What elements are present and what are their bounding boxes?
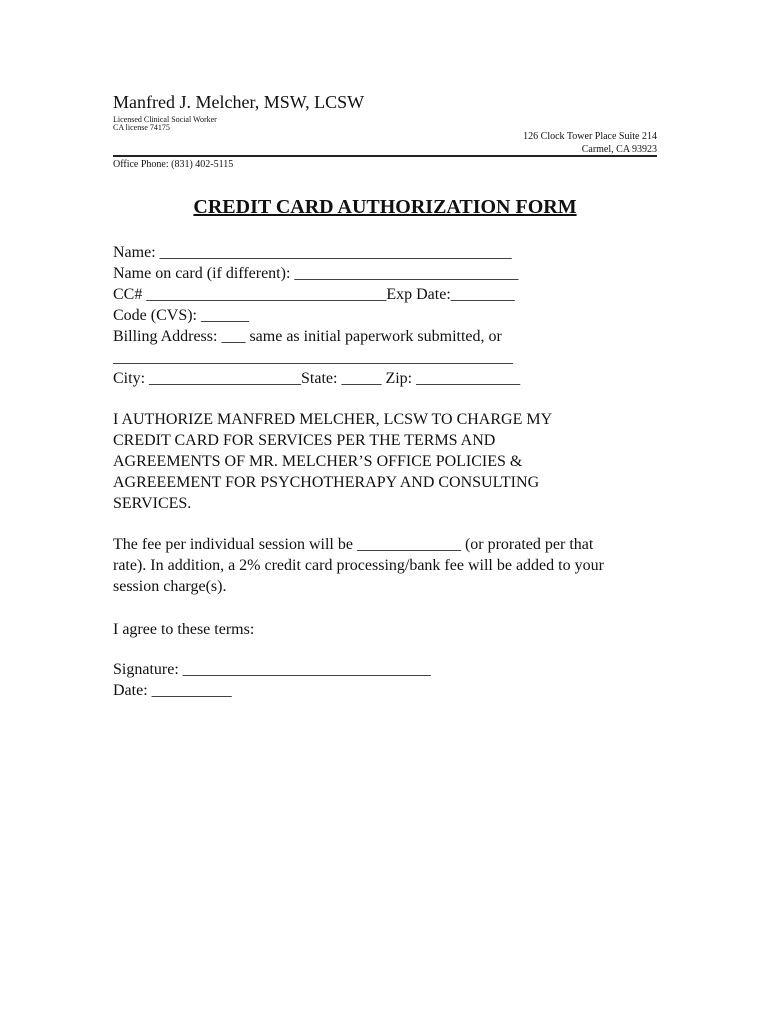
name-field[interactable]: Name: ____________________________________________: [113, 244, 512, 261]
signature-field[interactable]: Signature: _______________________________: [113, 661, 431, 678]
form-fields: [113, 242, 520, 389]
practitioner-name: Manfred J. Melcher, MSW, LCSW: [113, 92, 365, 112]
header-divider: [113, 155, 657, 157]
signature-block: [113, 659, 431, 701]
agree-text: I agree to these terms:: [113, 621, 255, 638]
authorization-paragraph: [113, 409, 552, 514]
authorization-line: AGREEMENTS OF MR. MELCHER’S OFFICE POLICIES &: [113, 453, 523, 470]
cvs-code-field[interactable]: Code (CVS): ______: [113, 307, 249, 324]
authorization-line: I AUTHORIZE MANFRED MELCHER, LCSW TO CHARGE MY: [113, 411, 553, 428]
authorization-line: AGREEEMENT FOR PSYCHOTHERAPY AND CONSULTING: [113, 474, 540, 491]
form-title: CREDIT CARD AUTHORIZATION FORM: [193, 196, 577, 218]
date-field[interactable]: Date: __________: [113, 682, 232, 699]
agree-statement: [113, 619, 254, 640]
billing-address-field[interactable]: Billing Address: ___ same as initial paperwork submitted, or: [113, 328, 502, 345]
address-line-2: Carmel, CA 93923: [581, 144, 657, 155]
city-state-zip-field[interactable]: City: ___________________State: _____ Zip: _____________: [113, 370, 521, 387]
fee-paragraph: [113, 534, 604, 597]
fee-line: rate). In addition, a 2% credit card processing/bank fee will be added to your: [113, 557, 604, 574]
authorization-line: CREDIT CARD FOR SERVICES PER THE TERMS AND: [113, 432, 496, 449]
license-line: CA license 74175: [113, 123, 170, 132]
address-line-1: 126 Clock Tower Place Suite 214: [523, 131, 657, 142]
name-on-card-field[interactable]: Name on card (if different): ____________________________: [113, 265, 519, 282]
authorization-line: SERVICES.: [113, 495, 192, 512]
office-phone: Office Phone: (831) 402-5115: [113, 159, 234, 170]
billing-address-line[interactable]: __________________________________________________: [113, 349, 513, 366]
credential-line: Licensed Clinical Social Worker: [113, 115, 217, 124]
card-number-exp-field[interactable]: CC# ______________________________Exp Date:________: [113, 286, 515, 303]
fee-line: session charge(s).: [113, 578, 227, 595]
fee-line[interactable]: The fee per individual session will be _____________ (or prorated per that: [113, 536, 594, 553]
